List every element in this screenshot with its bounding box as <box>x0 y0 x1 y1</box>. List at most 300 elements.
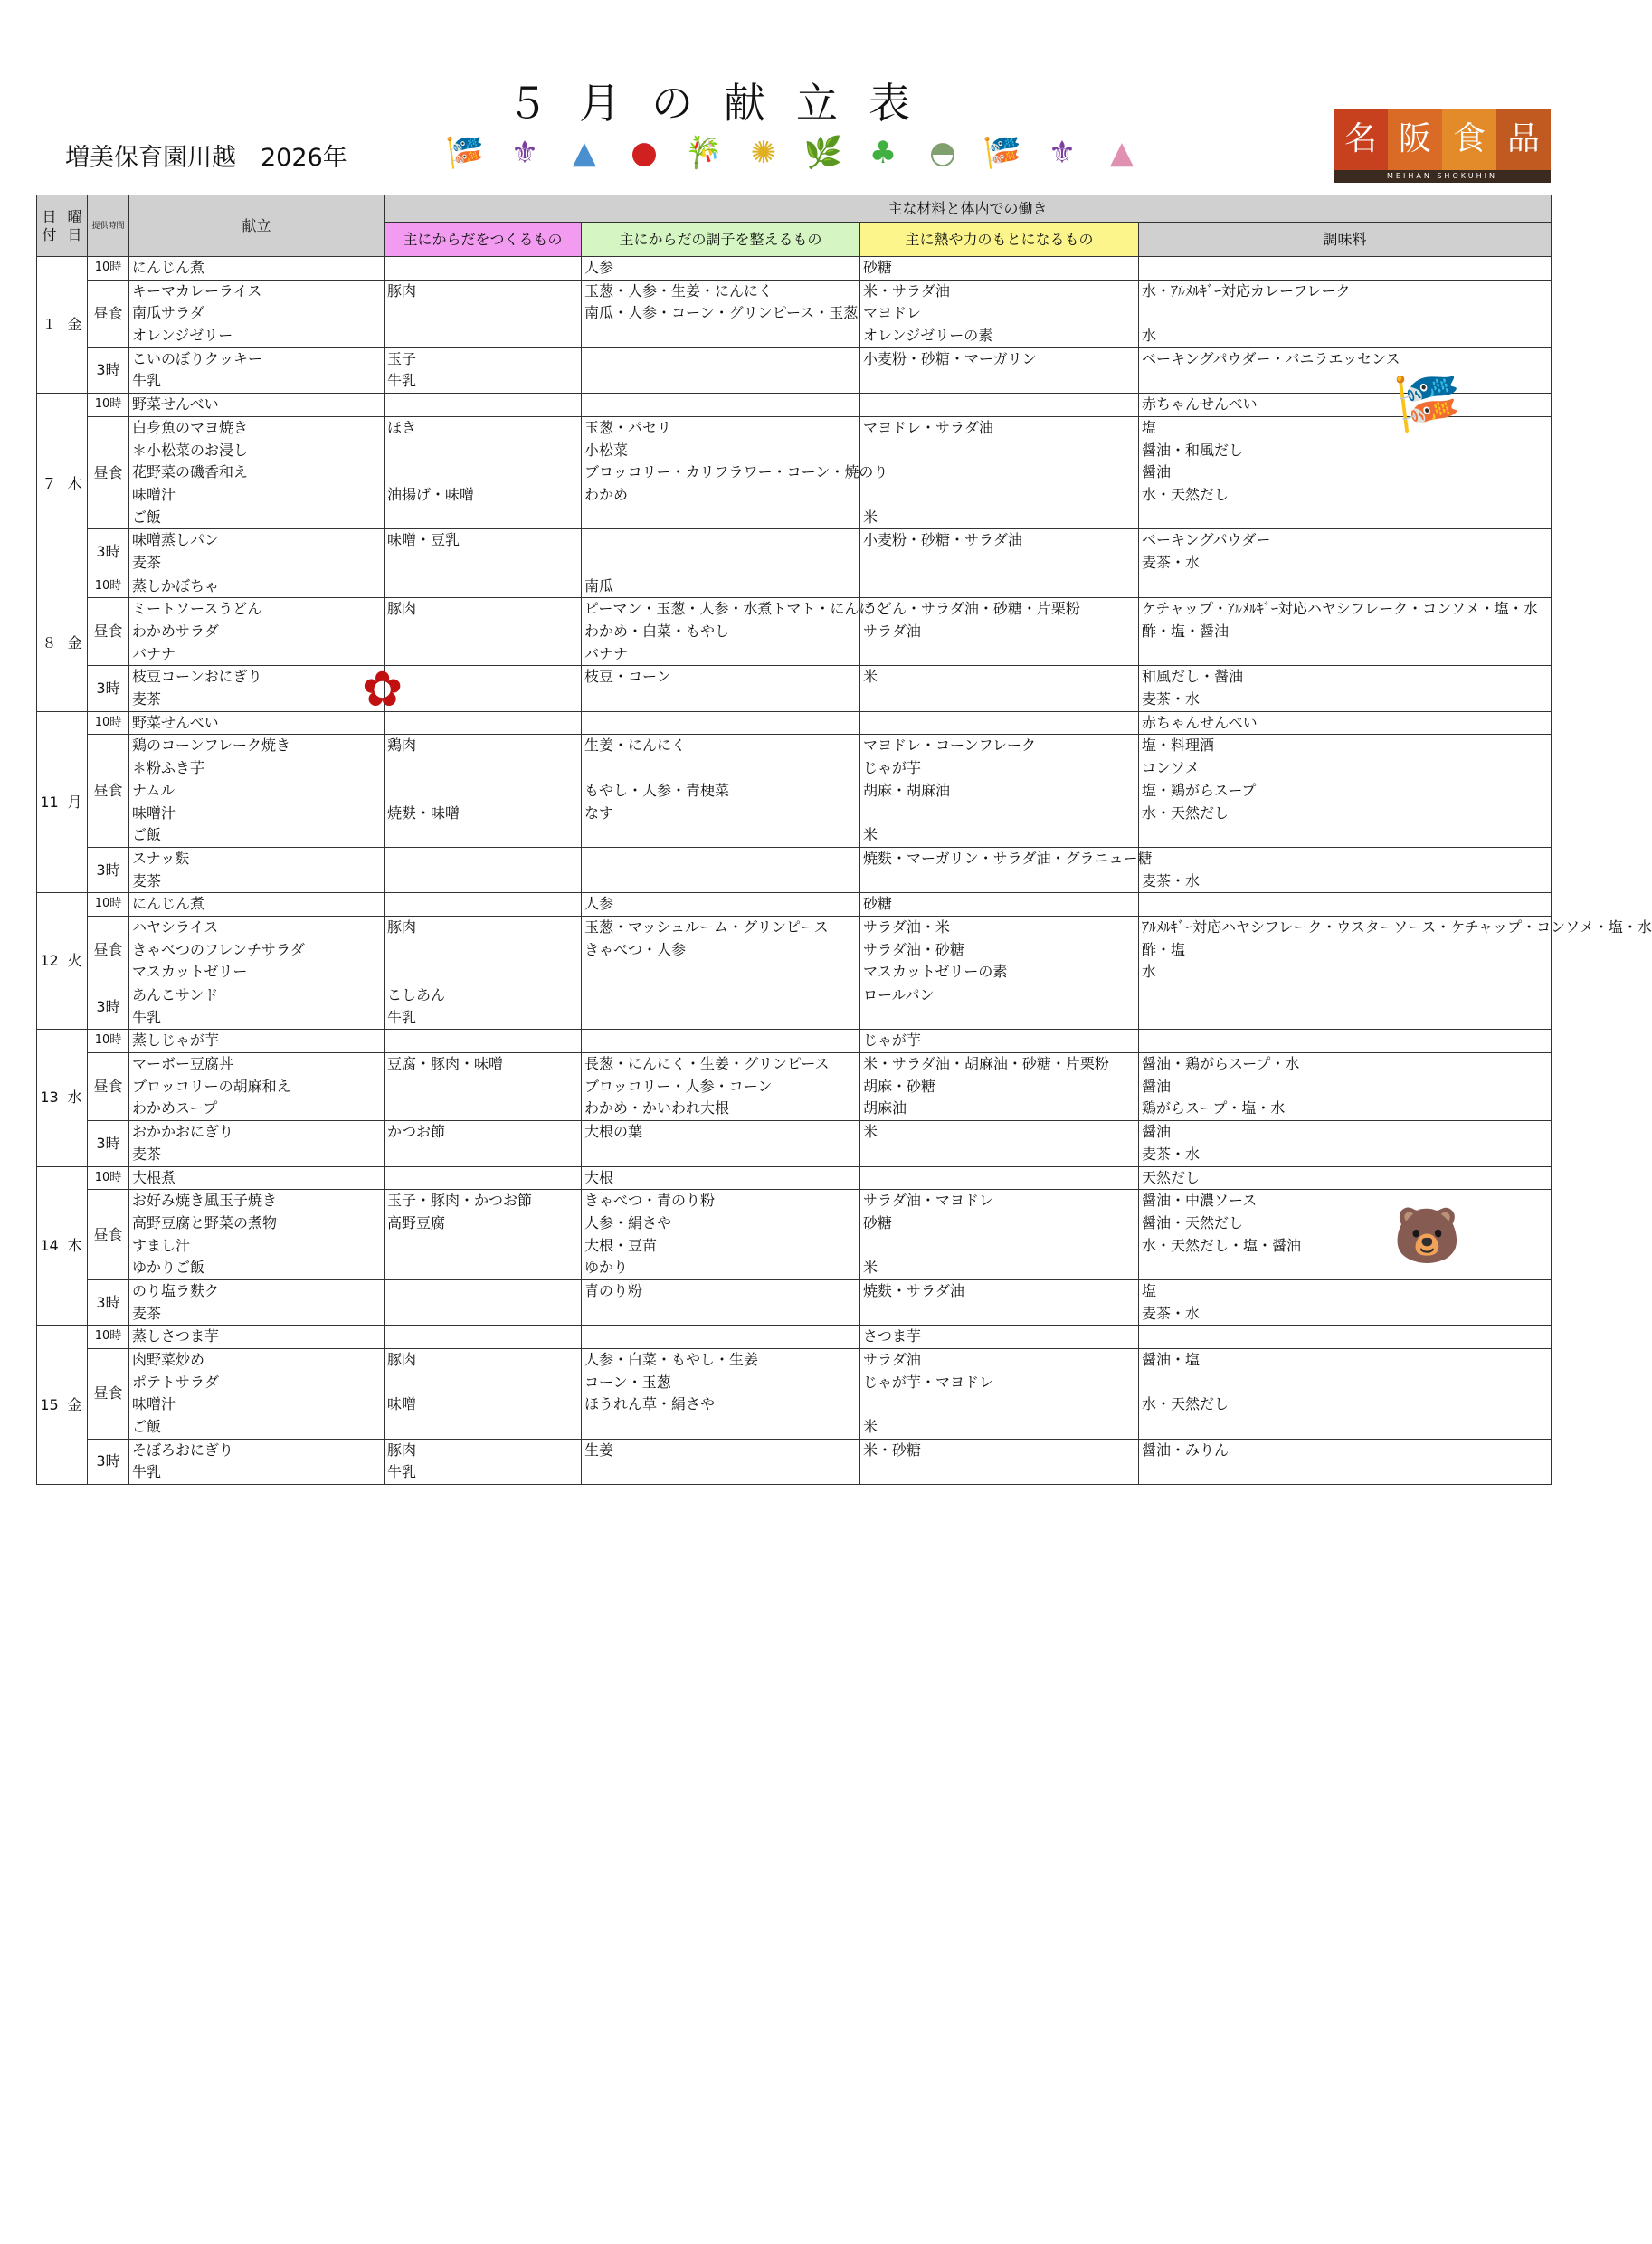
dish-name: ナムル <box>132 781 176 799</box>
ingredient-text: 塩 <box>1142 1281 1157 1299</box>
body-cell <box>385 893 582 917</box>
condition-cell <box>582 1121 860 1166</box>
time-cell: 3時 <box>88 1121 129 1166</box>
ingredient-text: 麦茶・水 <box>1142 690 1201 708</box>
body-cell <box>385 916 582 984</box>
ingredient-text: さつま芋 <box>863 1327 922 1345</box>
ingredient-text <box>584 1461 857 1484</box>
dish-name: ポテトサラダ <box>132 1373 219 1391</box>
ingredient-text: 牛乳 <box>387 1008 417 1026</box>
header-ingredients-group: 主な材料と体内での働き <box>385 195 1552 223</box>
ingredient-text: 長葱・にんにく・生姜・グリンピース <box>584 1055 830 1073</box>
dish-name: 肉野菜炒め <box>132 1351 205 1368</box>
weekday-cell: 金 <box>62 257 88 394</box>
ingredient-text: 人参 <box>584 259 614 276</box>
time-cell: 昼食 <box>88 280 129 347</box>
ingredient-text: 玉葱・マッシュルーム・グリンピース <box>584 918 829 936</box>
ingredient-text: 枝豆・コーン <box>584 668 671 686</box>
ingredient-text <box>584 961 857 984</box>
weekday-cell: 木 <box>62 394 88 575</box>
energy-cell <box>860 735 1139 847</box>
carnation-icon: ✿ <box>362 661 404 718</box>
ingredient-text <box>387 1167 578 1190</box>
ingredient-text: 醤油 <box>1142 1123 1172 1141</box>
seasoning-cell <box>1139 1190 1552 1280</box>
table-row <box>37 1439 1552 1484</box>
ingredient-text <box>584 1416 857 1439</box>
ingredient-text <box>584 848 857 870</box>
table-row <box>37 1326 1552 1349</box>
ingredient-text: 米 <box>863 1418 878 1436</box>
day-cell: 11 <box>37 711 62 893</box>
ingredient-text: 大根 <box>584 1168 614 1186</box>
body-cell <box>385 347 582 393</box>
time-cell: 10時 <box>88 711 129 735</box>
energy-cell <box>860 575 1139 598</box>
ingredient-text <box>387 1030 578 1052</box>
table-row <box>37 916 1552 984</box>
body-cell <box>385 1166 582 1190</box>
menu-cell <box>129 1053 385 1121</box>
ingredient-text: 醤油・天然だし <box>1142 1213 1244 1231</box>
ingredient-text: 鶏肉 <box>387 737 417 755</box>
ingredient-text <box>1142 370 1548 393</box>
ingredient-text: 牛乳 <box>387 1463 417 1481</box>
ingredient-text: サラダ油・砂糖 <box>863 940 964 958</box>
ingredient-text <box>387 325 578 347</box>
ingredient-text: サラダ油・米 <box>863 918 950 936</box>
weekday-cell: 木 <box>62 1166 88 1326</box>
time-cell: 昼食 <box>88 416 129 528</box>
time-cell: 10時 <box>88 893 129 917</box>
ingredient-text: 塩・料理酒 <box>1142 737 1215 755</box>
dish-name: すまし汁 <box>132 1236 191 1254</box>
kintaro-bear-icon: 🐻 <box>1393 1204 1461 1268</box>
condition-cell <box>582 257 860 280</box>
body-cell <box>385 1439 582 1484</box>
ingredient-text <box>863 1393 1135 1416</box>
energy-cell <box>860 1326 1139 1349</box>
time-cell: 3時 <box>88 666 129 711</box>
menu-cell <box>129 711 385 735</box>
header-weekday: 曜日 <box>62 195 88 257</box>
condition-cell <box>582 916 860 984</box>
ingredient-text: サラダ油・マヨドレ <box>863 1192 993 1210</box>
ingredient-text <box>863 575 1135 598</box>
dish-name: 白身魚のマヨ焼き <box>132 418 249 436</box>
ingredient-text: マヨドレ・サラダ油 <box>863 418 993 436</box>
ingredient-text: 油揚げ・味噌 <box>387 485 475 503</box>
energy-cell <box>860 529 1139 575</box>
menu-cell <box>129 1030 385 1053</box>
time-cell: 10時 <box>88 257 129 280</box>
ingredient-text: 人参・絹さや <box>584 1213 672 1231</box>
body-cell <box>385 1279 582 1325</box>
dish-name: 大根煮 <box>132 1168 176 1186</box>
menu-cell <box>129 735 385 847</box>
ingredient-text <box>584 984 857 1007</box>
table-row <box>37 280 1552 347</box>
time-cell: 3時 <box>88 1279 129 1325</box>
ingredient-text: 生姜・にんにく <box>584 737 687 755</box>
body-cell <box>385 575 582 598</box>
dish-name: 味噌蒸しパン <box>132 531 220 549</box>
menu-cell <box>129 416 385 528</box>
body-cell <box>385 984 582 1030</box>
time-cell: 昼食 <box>88 735 129 847</box>
ingredient-text: ゆかり <box>584 1259 629 1277</box>
weekday-cell: 水 <box>62 1030 88 1166</box>
ingredient-text <box>387 1372 578 1394</box>
ingredient-text <box>387 1076 578 1098</box>
ingredient-text: こしあん <box>387 986 446 1003</box>
ingredient-text: サラダ油 <box>863 1351 921 1368</box>
table-row <box>37 347 1552 393</box>
day-cell: ８ <box>37 575 62 711</box>
ingredient-text: 豚肉 <box>387 600 417 618</box>
ingredient-text <box>1142 1257 1548 1279</box>
menu-cell <box>129 529 385 575</box>
dish-name: ハヤシライス <box>132 918 219 936</box>
ingredient-text <box>584 824 857 847</box>
seasoning-cell <box>1139 280 1552 347</box>
ingredient-text <box>584 507 857 529</box>
logo-subtitle: MEIHAN SHOKUHIN <box>1334 170 1551 183</box>
dish-name: ＊粉ふき芋 <box>132 759 205 777</box>
ingredient-text <box>863 484 1135 507</box>
ingredient-text: 赤ちゃんせんべい <box>1142 713 1258 731</box>
seasoning-cell <box>1139 1326 1552 1349</box>
energy-cell <box>860 1190 1139 1280</box>
ingredient-text: 米 <box>863 668 878 686</box>
body-cell <box>385 847 582 892</box>
ingredient-text <box>584 870 857 893</box>
ingredient-text <box>584 348 857 371</box>
condition-cell <box>582 711 860 735</box>
body-cell <box>385 598 582 666</box>
company-logo <box>1334 109 1551 183</box>
ingredient-text <box>1142 1030 1548 1052</box>
ingredient-text: もやし・人参・青梗菜 <box>584 781 730 799</box>
dish-name: おかかおにぎり <box>132 1123 234 1141</box>
condition-cell <box>582 416 888 528</box>
ingredient-text: 胡麻・砂糖 <box>863 1077 936 1095</box>
body-cell <box>385 711 582 735</box>
ingredient-text: 豚肉 <box>387 1351 417 1368</box>
ingredient-text: じゃが芋 <box>863 759 922 777</box>
table-row <box>37 1190 1552 1280</box>
ingredient-text: うどん・サラダ油・砂糖・片栗粉 <box>863 600 1080 618</box>
ingredient-text: じゃが芋 <box>863 1032 922 1050</box>
dish-name: ご飯 <box>132 826 162 844</box>
ingredient-text <box>387 575 578 598</box>
ingredient-text <box>584 325 857 347</box>
dish-name: ゆかりご飯 <box>132 1259 205 1277</box>
ingredient-text: 焼麩・サラダ油 <box>863 1281 964 1299</box>
dish-name: オレンジゼリー <box>132 327 233 345</box>
dish-name: 麦茶 <box>132 690 162 708</box>
condition-cell <box>582 1349 860 1440</box>
dish-name: あんこサンド <box>132 986 219 1003</box>
ingredient-text <box>1142 302 1548 325</box>
ingredient-text <box>387 848 578 870</box>
ingredient-text: 天然だし <box>1142 1168 1201 1186</box>
body-cell <box>385 666 582 711</box>
kabuto-icon: ▲ <box>572 135 597 171</box>
energy-cell <box>860 257 1139 280</box>
ingredient-text <box>387 1416 578 1439</box>
ingredient-text <box>863 440 1135 462</box>
menu-cell <box>129 1190 385 1280</box>
logo-char: 名 <box>1334 109 1388 170</box>
ingredient-text: 玉子 <box>387 349 417 367</box>
ingredient-text <box>584 370 857 393</box>
ingredient-text <box>1142 893 1548 916</box>
ingredient-text: 塩・鶏がらスープ <box>1142 781 1257 799</box>
seasoning-cell <box>1139 416 1552 528</box>
menu-cell <box>129 598 385 666</box>
ingredient-text: 酢・塩 <box>1142 940 1186 958</box>
condition-cell <box>582 1166 860 1190</box>
dish-name: 味噌汁 <box>132 485 176 503</box>
day-cell: １ <box>37 257 62 394</box>
ingredient-text: 玉子・豚肉・かつお節 <box>387 1192 533 1210</box>
table-row <box>37 735 1552 847</box>
ingredient-text <box>387 1098 578 1120</box>
ingredient-text: 米 <box>863 826 878 844</box>
ingredient-text: 塩 <box>1142 418 1157 436</box>
menu-cell <box>129 575 385 598</box>
ingredient-text <box>387 440 578 462</box>
weekday-cell: 火 <box>62 893 88 1030</box>
ingredient-text <box>387 1144 578 1166</box>
ingredient-text <box>863 1007 1135 1030</box>
seasoning-cell <box>1139 1030 1552 1053</box>
ingredient-text: わかめ <box>584 485 629 503</box>
ingredient-text <box>387 1257 578 1279</box>
condition-cell <box>582 1439 860 1484</box>
ingredient-text <box>387 824 578 847</box>
menu-cell <box>129 1121 385 1166</box>
ingredient-text: 醤油・鶏がらスープ・水 <box>1142 1055 1300 1073</box>
seasoning-cell <box>1139 1279 1552 1325</box>
table-row <box>37 1279 1552 1325</box>
dish-name: 味噌汁 <box>132 1395 176 1413</box>
ingredient-text: マヨドレ <box>863 304 922 322</box>
header-day: 日付 <box>37 195 62 257</box>
ingredient-text <box>863 712 1135 735</box>
dish-name: 野菜せんべい <box>132 395 219 414</box>
bamboo-icon: 🎋 <box>684 135 724 171</box>
ingredient-text: 南瓜 <box>584 576 614 594</box>
menu-cell <box>129 666 385 711</box>
ingredient-text: ピーマン・玉葱・人参・水煮トマト・にんにく <box>584 600 888 618</box>
ingredient-text <box>863 689 1135 711</box>
ingredient-text <box>863 461 1135 484</box>
ingredient-text <box>387 394 578 416</box>
ingredient-text <box>1142 643 1548 666</box>
ingredient-text: 麦茶・水 <box>1142 1304 1201 1322</box>
ingredient-text <box>584 1007 857 1030</box>
dish-name: お好み焼き風玉子焼き <box>132 1192 278 1210</box>
condition-cell <box>582 347 860 393</box>
dish-name: マーボー豆腐丼 <box>132 1055 234 1073</box>
ingredient-text: 胡麻・胡麻油 <box>863 781 951 799</box>
seasoning-cell <box>1139 735 1552 847</box>
ingredient-text: ブロッコリー・人参・コーン <box>584 1077 773 1095</box>
time-cell: 3時 <box>88 984 129 1030</box>
condition-cell <box>582 1030 860 1053</box>
dish-name: わかめサラダ <box>132 623 219 640</box>
seasoning-cell <box>1139 1349 1552 1440</box>
iris-icon: ⚜ <box>510 135 539 171</box>
ingredient-text <box>1142 507 1548 529</box>
table-row <box>37 1166 1552 1190</box>
ingredient-text: 玉葱・パセリ <box>584 418 672 436</box>
condition-cell <box>582 1326 860 1349</box>
ingredient-text <box>387 507 578 529</box>
ingredient-text: 高野豆腐 <box>387 1213 446 1231</box>
ingredient-text: オレンジゼリーの素 <box>863 327 993 345</box>
condition-cell <box>582 598 888 666</box>
menu-cell <box>129 1166 385 1190</box>
ingredient-text: 米 <box>863 508 878 526</box>
weekday-cell: 金 <box>62 575 88 711</box>
dish-name: ご飯 <box>132 508 162 526</box>
ingredient-text <box>1142 1461 1548 1484</box>
ingredient-text: きゃべつ・青のり粉 <box>584 1192 716 1210</box>
dish-name: 牛乳 <box>132 1008 162 1026</box>
ingredient-text <box>387 961 578 984</box>
ingredient-text: ブロッコリー・カリフラワー・コーン・焼のり <box>584 463 888 481</box>
seasoning-cell <box>1139 575 1552 598</box>
ingredient-text: 水 <box>1142 327 1157 345</box>
time-cell: 10時 <box>88 1166 129 1190</box>
ingredient-text: 胡麻油 <box>863 1099 907 1117</box>
ingredient-text <box>584 1303 857 1326</box>
seasoning-cell <box>1139 394 1552 417</box>
menu-cell <box>129 893 385 917</box>
header-body: 主にからだをつくるもの <box>385 223 582 257</box>
daruma-icon: ● <box>631 135 658 171</box>
table-row <box>37 711 1552 735</box>
ingredient-text: 玉葱・人参・生姜・にんにく <box>584 281 774 300</box>
seasoning-cell <box>1139 257 1552 280</box>
ingredient-text: 牛乳 <box>387 372 417 390</box>
ingredient-text <box>584 1030 857 1052</box>
table-row <box>37 1121 1552 1166</box>
ingredient-text <box>387 1303 578 1326</box>
condition-cell <box>582 984 860 1030</box>
clover-icon: ♣ <box>869 135 897 171</box>
body-cell <box>385 529 582 575</box>
ingredient-text <box>863 803 1135 825</box>
ingredient-text <box>863 370 1135 393</box>
ingredient-text <box>387 257 578 280</box>
menu-cell <box>129 984 385 1030</box>
ingredient-text: わかめ・白菜・もやし <box>584 623 730 640</box>
ingredient-text <box>387 870 578 893</box>
ingredient-text: 醤油・塩 <box>1142 1351 1201 1368</box>
table-row <box>37 257 1552 280</box>
table-row <box>37 575 1552 598</box>
dish-name: 枝豆コーンおにぎり <box>132 668 262 686</box>
energy-cell <box>860 1279 1139 1325</box>
condition-cell <box>582 666 860 711</box>
ingredient-text: 醤油 <box>1142 1077 1172 1095</box>
table-row <box>37 598 1552 666</box>
ingredient-text: 人参・白菜・もやし・生姜 <box>584 1351 759 1368</box>
ingredient-text <box>584 1326 857 1348</box>
ingredient-text <box>387 893 578 916</box>
ingredient-text: じゃが芋・マヨドレ <box>863 1373 994 1391</box>
dish-name: ミートソースうどん <box>132 600 262 618</box>
energy-cell <box>860 280 1139 347</box>
ingredient-text: 水・天然だし <box>1142 1395 1230 1413</box>
koinobori-icon: 🎏 <box>983 135 1022 171</box>
condition-cell <box>582 394 860 417</box>
table-row <box>37 1030 1552 1053</box>
dish-name: 蒸しさつま芋 <box>132 1327 220 1345</box>
ingredient-text: コンソメ <box>1142 759 1200 777</box>
time-cell: 10時 <box>88 575 129 598</box>
ingredient-text <box>863 870 1135 893</box>
ingredient-text: 青のり粉 <box>584 1281 643 1299</box>
ingredient-text: 焼麩・味噌 <box>387 803 460 822</box>
header-time: 提供時間 <box>88 195 129 257</box>
seasoning-cell <box>1139 1121 1552 1166</box>
ingredient-text: ほき <box>387 418 417 436</box>
ingredient-text <box>584 1144 857 1166</box>
menu-cell <box>129 347 385 393</box>
ingredient-text <box>863 552 1135 575</box>
ingredient-text: 生姜 <box>584 1441 614 1459</box>
condition-cell <box>582 1279 860 1325</box>
energy-cell <box>860 984 1139 1030</box>
energy-cell <box>860 598 1139 666</box>
dish-name: ＊小松菜のお浸し <box>132 441 249 459</box>
weekday-cell: 月 <box>62 711 88 893</box>
ingredient-text <box>1142 1007 1548 1030</box>
ingredient-text: サラダ油 <box>863 623 921 640</box>
ingredient-text <box>387 1280 578 1303</box>
table-row <box>37 1053 1552 1121</box>
time-cell: 昼食 <box>88 1190 129 1280</box>
ingredient-text <box>1142 1372 1548 1394</box>
ingredient-text: コーン・玉葱 <box>584 1373 671 1391</box>
koinobori-pole-icon: 🎏 <box>1393 372 1461 435</box>
ingredient-text: かつお節 <box>387 1123 446 1141</box>
body-cell <box>385 1053 582 1121</box>
header-seasoning: 調味料 <box>1139 223 1552 257</box>
ingredient-text <box>1142 1416 1548 1439</box>
dish-name: 麦茶 <box>132 1145 162 1163</box>
ingredient-text <box>387 780 578 803</box>
ingredient-text: 南瓜・人参・コーン・グリンピース・玉葱 <box>584 304 859 322</box>
header-condition: 主にからだの調子を整えるもの <box>582 223 860 257</box>
menu-cell <box>129 1279 385 1325</box>
dish-name: 麦茶 <box>132 1304 162 1322</box>
energy-cell <box>860 893 1139 917</box>
weekday-cell: 金 <box>62 1326 88 1485</box>
dish-name: ブロッコリーの胡麻和え <box>132 1077 291 1095</box>
seasoning-cell <box>1139 529 1552 575</box>
dish-name: 高野豆腐と野菜の煮物 <box>132 1213 278 1231</box>
menu-cell <box>129 1349 385 1440</box>
ingredient-text: 赤ちゃんせんべい <box>1142 395 1258 414</box>
time-cell: 3時 <box>88 347 129 393</box>
ingredient-text: 米・サラダ油・胡麻油・砂糖・片栗粉 <box>863 1055 1109 1073</box>
